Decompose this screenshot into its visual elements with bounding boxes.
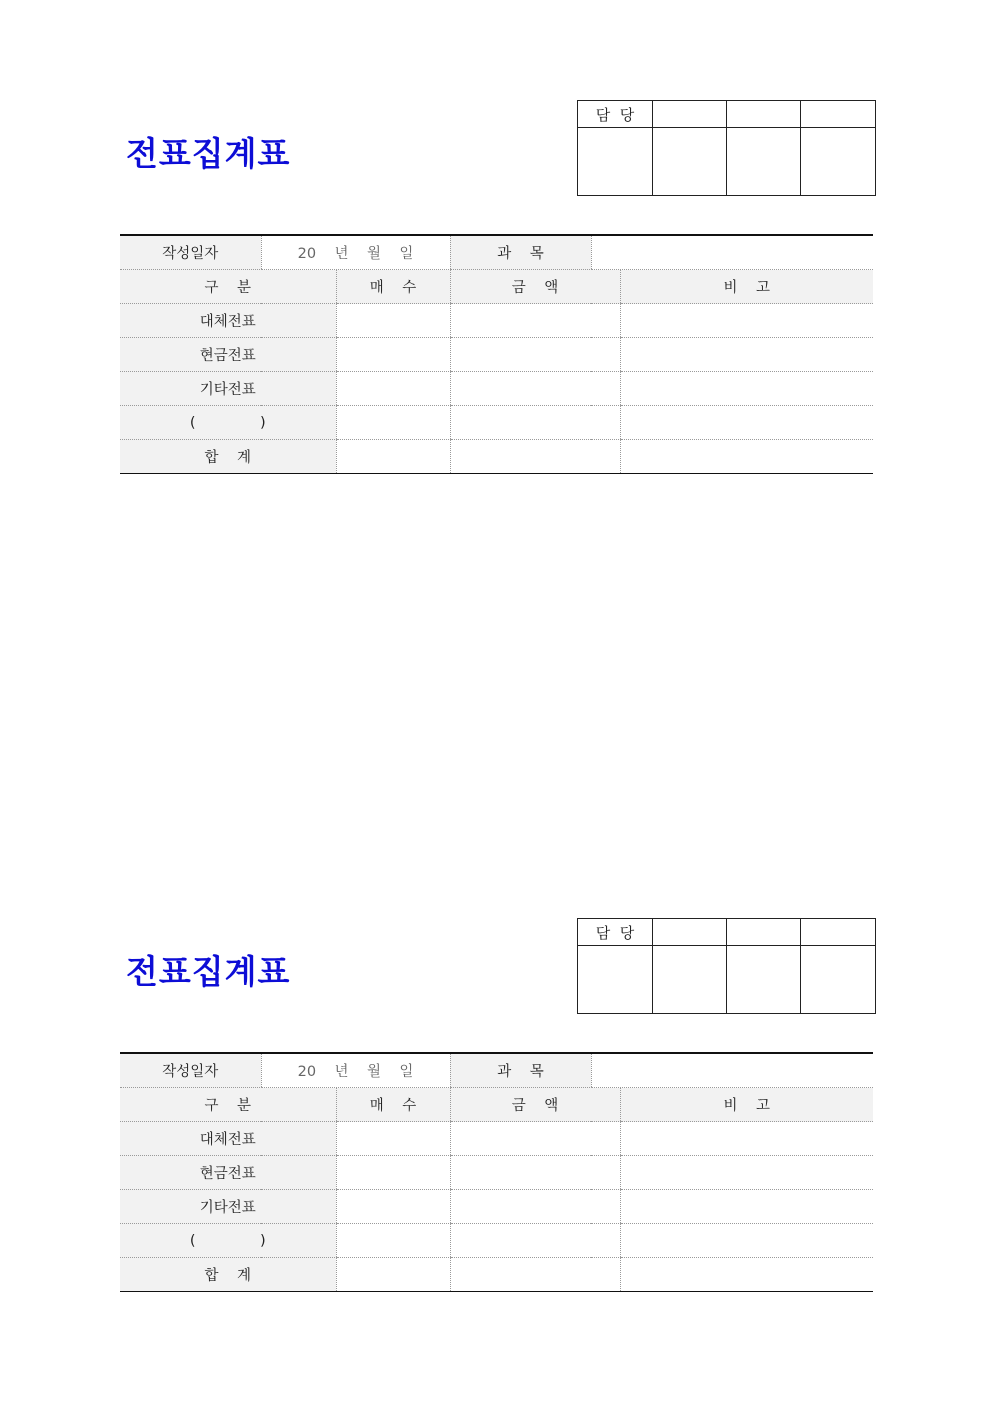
- subject-field[interactable]: [591, 1053, 873, 1088]
- amount-cell[interactable]: [450, 338, 620, 372]
- count-cell[interactable]: [336, 1224, 450, 1258]
- row-label: 현금전표: [120, 338, 336, 372]
- count-cell[interactable]: [336, 372, 450, 406]
- signature-cell[interactable]: [578, 946, 653, 1014]
- row-label: 합 계: [120, 440, 336, 474]
- signature-cell[interactable]: [727, 128, 801, 196]
- count-cell[interactable]: [336, 338, 450, 372]
- date-field[interactable]: 20 년 월 일: [261, 1053, 450, 1088]
- table-row: [120, 304, 873, 338]
- date-label: 작성일자: [120, 235, 261, 270]
- row-label: 기타전표: [120, 1190, 336, 1224]
- row-label: 기타전표: [120, 372, 336, 406]
- column-header-row: [120, 270, 873, 304]
- column-header-amount: 금 액: [450, 1088, 620, 1122]
- column-header-remarks: 비 고: [620, 270, 873, 304]
- form-title: 전표집계표: [126, 134, 291, 173]
- approval-header-cell: [801, 101, 876, 128]
- approval-header-cell: [727, 101, 801, 128]
- total-row: [120, 440, 873, 474]
- table-row: [120, 338, 873, 372]
- approval-header-cell: [653, 101, 727, 128]
- remarks-cell[interactable]: [620, 440, 873, 474]
- approval-box: [577, 100, 876, 196]
- remarks-cell[interactable]: [620, 372, 873, 406]
- remarks-cell[interactable]: [620, 304, 873, 338]
- count-cell[interactable]: [336, 1122, 450, 1156]
- amount-cell[interactable]: [450, 1258, 620, 1292]
- amount-cell[interactable]: [450, 372, 620, 406]
- count-cell[interactable]: [336, 1190, 450, 1224]
- column-header-count: 매 수: [336, 1088, 450, 1122]
- approval-header-cell: [801, 919, 876, 946]
- amount-cell[interactable]: [450, 1224, 620, 1258]
- date-label: 작성일자: [120, 1053, 261, 1088]
- info-row: [120, 1053, 873, 1088]
- amount-cell[interactable]: [450, 440, 620, 474]
- row-label: ( ): [120, 406, 336, 440]
- info-row: [120, 235, 873, 270]
- column-header-remarks: 비 고: [620, 1088, 873, 1122]
- signature-cell[interactable]: [727, 946, 801, 1014]
- row-label: 대체전표: [120, 1122, 336, 1156]
- amount-cell[interactable]: [450, 1122, 620, 1156]
- remarks-cell[interactable]: [620, 1258, 873, 1292]
- approval-header-cell: [653, 919, 727, 946]
- remarks-cell[interactable]: [620, 1190, 873, 1224]
- remarks-cell[interactable]: [620, 338, 873, 372]
- table-row: [120, 1122, 873, 1156]
- row-label: 현금전표: [120, 1156, 336, 1190]
- column-header-row: [120, 1088, 873, 1122]
- table-row: [120, 1156, 873, 1190]
- signature-cell[interactable]: [801, 128, 876, 196]
- column-header-category: 구 분: [120, 1088, 336, 1122]
- remarks-cell[interactable]: [620, 1224, 873, 1258]
- column-header-amount: 금 액: [450, 270, 620, 304]
- amount-cell[interactable]: [450, 1190, 620, 1224]
- voucher-summary-form-1: [0, 0, 992, 466]
- remarks-cell[interactable]: [620, 1156, 873, 1190]
- count-cell[interactable]: [336, 1156, 450, 1190]
- summary-table: [120, 234, 873, 474]
- signature-cell[interactable]: [578, 128, 653, 196]
- row-label: 합 계: [120, 1258, 336, 1292]
- table-row: [120, 372, 873, 406]
- signature-cell[interactable]: [653, 946, 727, 1014]
- column-header-count: 매 수: [336, 270, 450, 304]
- row-label: 대체전표: [120, 304, 336, 338]
- form-title: 전표집계표: [126, 952, 291, 991]
- approval-label: 담 당: [578, 101, 653, 128]
- approval-label: 담 당: [578, 919, 653, 946]
- count-cell[interactable]: [336, 406, 450, 440]
- amount-cell[interactable]: [450, 304, 620, 338]
- voucher-summary-form-2: [0, 818, 992, 1284]
- subject-field[interactable]: [591, 235, 873, 270]
- table-row: [120, 1224, 873, 1258]
- count-cell[interactable]: [336, 304, 450, 338]
- approval-box: [577, 918, 876, 1014]
- signature-cell[interactable]: [801, 946, 876, 1014]
- subject-label: 과 목: [450, 1053, 591, 1088]
- remarks-cell[interactable]: [620, 406, 873, 440]
- signature-cell[interactable]: [653, 128, 727, 196]
- remarks-cell[interactable]: [620, 1122, 873, 1156]
- approval-header-cell: [727, 919, 801, 946]
- date-field[interactable]: 20 년 월 일: [261, 235, 450, 270]
- amount-cell[interactable]: [450, 406, 620, 440]
- table-row: [120, 406, 873, 440]
- total-row: [120, 1258, 873, 1292]
- table-row: [120, 1190, 873, 1224]
- summary-table: [120, 1052, 873, 1292]
- row-label: ( ): [120, 1224, 336, 1258]
- amount-cell[interactable]: [450, 1156, 620, 1190]
- column-header-category: 구 분: [120, 270, 336, 304]
- count-cell[interactable]: [336, 1258, 450, 1292]
- count-cell[interactable]: [336, 440, 450, 474]
- subject-label: 과 목: [450, 235, 591, 270]
